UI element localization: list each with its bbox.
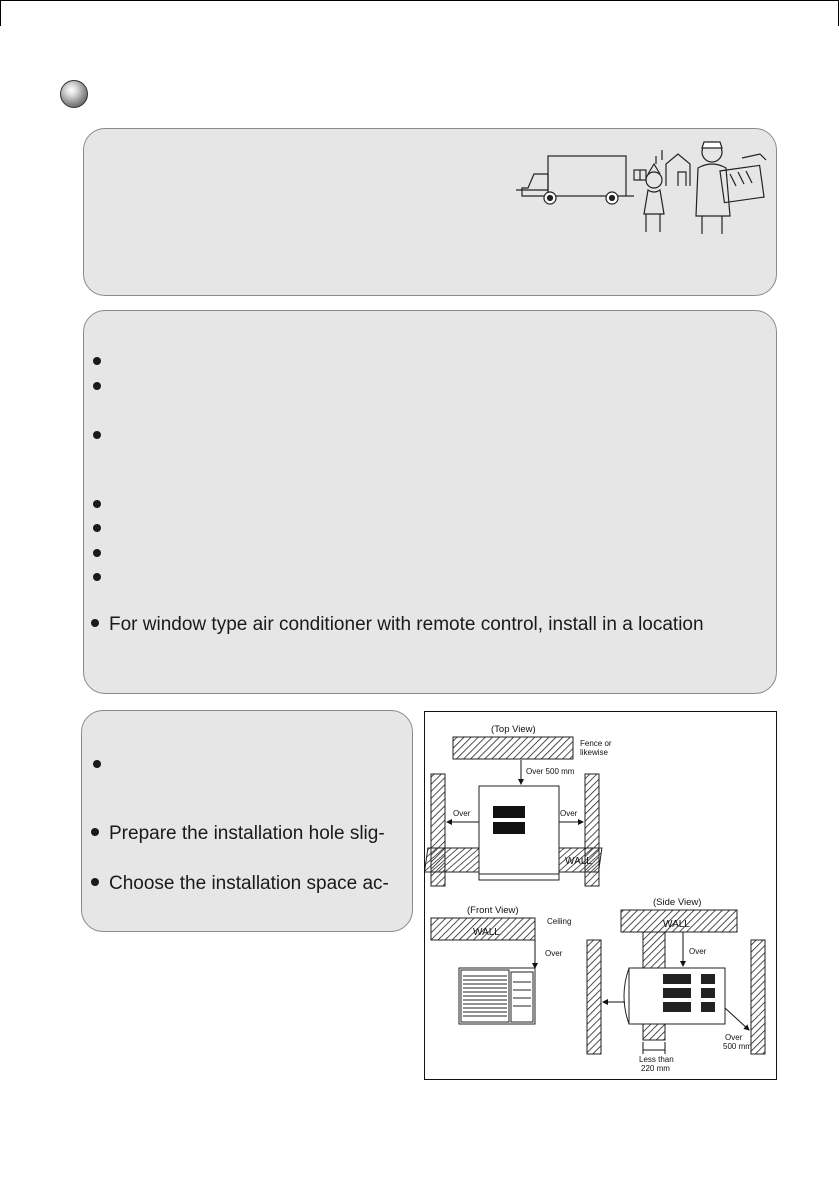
front-view [431,905,571,1024]
bullet-dot [93,549,101,557]
section-bullet-icon [60,80,88,108]
bullet-dot [93,760,101,768]
over-left-label: Over [453,809,471,818]
over-label: Over [689,947,707,956]
side-view [587,897,765,1073]
over-500-label-2: 500 mm [723,1042,752,1051]
bullet-dot [93,500,101,508]
over-label: Over [545,949,563,958]
bullet-dot [93,431,101,439]
fence-label-2: likewise [580,748,609,757]
list-item [91,823,385,845]
wall-label: WALL [565,856,592,867]
location-requirements-panel [83,310,777,694]
fence-label: Fence or [580,739,612,748]
list-item-text: Choose the installation space ac- [109,873,389,894]
list-item [91,873,389,895]
over-right-label: Over [560,809,578,818]
list-item [91,614,704,636]
bullet-dot [91,619,99,627]
bullet-dot [91,828,99,836]
wall-label: WALL [473,927,500,938]
top-view-title: (Top View) [491,724,536,735]
list-item-text: Prepare the installation hole slig- [109,823,385,844]
less-than-label: Less than [639,1055,674,1064]
front-view-title: (Front View) [467,905,519,916]
fence-wall [453,737,573,759]
over-500-label: Over [725,1033,743,1042]
bullet-dot [93,357,101,365]
installation-clearance-diagram [424,711,777,1080]
ceiling-label: Ceiling [547,917,572,926]
over-500-label: Over 500 mm [526,767,575,776]
bullet-dot [93,382,101,390]
installation-hole-panel [81,710,413,932]
bullet-dot [93,524,101,532]
bullet-dot [93,573,101,581]
less-than-label-2: 220 mm [641,1064,670,1073]
top-view [425,724,612,886]
side-view-title: (Side View) [653,897,702,908]
page-border [0,0,839,1]
wall-label: WALL [663,919,690,930]
delivery-illustration [516,138,768,238]
list-item-text: For window type air conditioner with remote control, install in a location [109,614,704,635]
bullet-dot [91,878,99,886]
